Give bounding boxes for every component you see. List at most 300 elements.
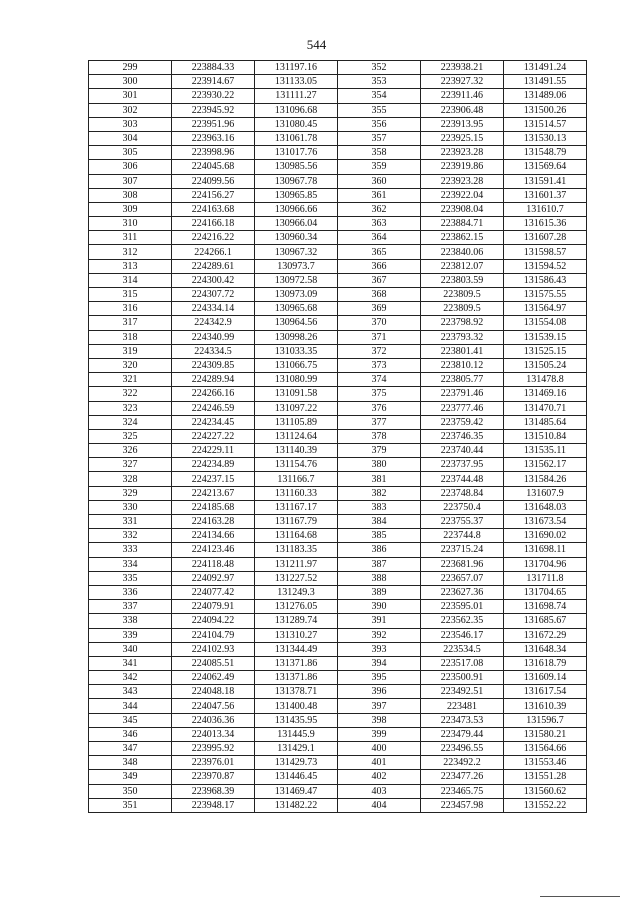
left-point-number-cell: 334 <box>89 557 172 571</box>
left-x-coordinate-cell: 224237.15 <box>172 472 255 486</box>
right-y-coordinate-cell: 131489.06 <box>504 89 587 103</box>
left-point-number-cell: 319 <box>89 344 172 358</box>
right-y-coordinate-cell: 131469.16 <box>504 387 587 401</box>
page-number: 544 <box>306 37 327 52</box>
left-x-coordinate-cell: 224234.45 <box>172 415 255 429</box>
right-x-coordinate-cell: 223923.28 <box>421 146 504 160</box>
right-y-coordinate-cell: 131698.11 <box>504 543 587 557</box>
right-point-number-cell: 394 <box>338 656 421 670</box>
left-x-coordinate-cell: 223948.17 <box>172 798 255 812</box>
right-y-coordinate-cell: 131617.54 <box>504 685 587 699</box>
left-x-coordinate-cell: 224092.97 <box>172 571 255 585</box>
right-y-coordinate-cell: 131711.8 <box>504 571 587 585</box>
left-point-number-cell: 315 <box>89 288 172 302</box>
left-point-number-cell: 318 <box>89 330 172 344</box>
left-point-number-cell: 308 <box>89 188 172 202</box>
left-x-coordinate-cell: 224099.56 <box>172 174 255 188</box>
right-x-coordinate-cell: 223911.46 <box>421 89 504 103</box>
right-y-coordinate-cell: 131586.43 <box>504 273 587 287</box>
left-point-number-cell: 320 <box>89 358 172 372</box>
table-row <box>89 373 587 387</box>
right-x-coordinate-cell: 223740.44 <box>421 444 504 458</box>
left-y-coordinate-cell: 131289.74 <box>255 614 338 628</box>
left-point-number-cell: 324 <box>89 415 172 429</box>
left-x-coordinate-cell: 224102.93 <box>172 642 255 656</box>
left-point-number-cell: 332 <box>89 529 172 543</box>
right-x-coordinate-cell: 223681.96 <box>421 557 504 571</box>
right-point-number-cell: 361 <box>338 188 421 202</box>
left-y-coordinate-cell: 130998.26 <box>255 330 338 344</box>
left-y-coordinate-cell: 131133.05 <box>255 75 338 89</box>
left-x-coordinate-cell: 224266.16 <box>172 387 255 401</box>
table-row <box>89 358 587 372</box>
right-y-coordinate-cell: 131553.46 <box>504 756 587 770</box>
right-y-coordinate-cell: 131552.22 <box>504 798 587 812</box>
left-y-coordinate-cell: 130960.34 <box>255 231 338 245</box>
left-x-coordinate-cell: 224062.49 <box>172 671 255 685</box>
left-point-number-cell: 329 <box>89 486 172 500</box>
left-y-coordinate-cell: 131096.68 <box>255 103 338 117</box>
left-x-coordinate-cell: 224048.18 <box>172 685 255 699</box>
table-row <box>89 458 587 472</box>
left-point-number-cell: 342 <box>89 671 172 685</box>
right-y-coordinate-cell: 131551.28 <box>504 770 587 784</box>
left-point-number-cell: 300 <box>89 75 172 89</box>
right-x-coordinate-cell: 223862.15 <box>421 231 504 245</box>
left-y-coordinate-cell: 131017.76 <box>255 146 338 160</box>
left-x-coordinate-cell: 224013.34 <box>172 727 255 741</box>
left-point-number-cell: 331 <box>89 515 172 529</box>
left-point-number-cell: 326 <box>89 444 172 458</box>
left-x-coordinate-cell: 224334.14 <box>172 302 255 316</box>
left-point-number-cell: 310 <box>89 217 172 231</box>
right-y-coordinate-cell: 131485.64 <box>504 415 587 429</box>
left-y-coordinate-cell: 131227.52 <box>255 571 338 585</box>
left-y-coordinate-cell: 131482.22 <box>255 798 338 812</box>
left-y-coordinate-cell: 130964.56 <box>255 316 338 330</box>
right-x-coordinate-cell: 223759.42 <box>421 415 504 429</box>
right-x-coordinate-cell: 223809.5 <box>421 302 504 316</box>
left-y-coordinate-cell: 131154.76 <box>255 458 338 472</box>
right-point-number-cell: 404 <box>338 798 421 812</box>
right-x-coordinate-cell: 223927.32 <box>421 75 504 89</box>
right-x-coordinate-cell: 223805.77 <box>421 373 504 387</box>
table-row <box>89 600 587 614</box>
right-y-coordinate-cell: 131564.97 <box>504 302 587 316</box>
left-y-coordinate-cell: 131197.16 <box>255 61 338 75</box>
coordinates-table-body <box>89 61 587 813</box>
right-point-number-cell: 356 <box>338 117 421 131</box>
right-point-number-cell: 353 <box>338 75 421 89</box>
table-row <box>89 529 587 543</box>
table-row <box>89 401 587 415</box>
left-x-coordinate-cell: 224077.42 <box>172 585 255 599</box>
left-y-coordinate-cell: 131033.35 <box>255 344 338 358</box>
left-y-coordinate-cell: 130973.09 <box>255 288 338 302</box>
left-y-coordinate-cell: 131211.97 <box>255 557 338 571</box>
right-x-coordinate-cell: 223473.53 <box>421 713 504 727</box>
right-y-coordinate-cell: 131596.7 <box>504 713 587 727</box>
right-point-number-cell: 380 <box>338 458 421 472</box>
left-y-coordinate-cell: 131097.22 <box>255 401 338 415</box>
right-point-number-cell: 378 <box>338 429 421 443</box>
right-point-number-cell: 383 <box>338 500 421 514</box>
left-point-number-cell: 337 <box>89 600 172 614</box>
left-x-coordinate-cell: 224104.79 <box>172 628 255 642</box>
left-y-coordinate-cell: 131080.45 <box>255 117 338 131</box>
right-point-number-cell: 359 <box>338 160 421 174</box>
table-row <box>89 515 587 529</box>
left-point-number-cell: 336 <box>89 585 172 599</box>
footer-rule <box>540 896 620 897</box>
table-row <box>89 316 587 330</box>
table-row <box>89 557 587 571</box>
left-y-coordinate-cell: 131429.1 <box>255 742 338 756</box>
left-point-number-cell: 339 <box>89 628 172 642</box>
left-point-number-cell: 349 <box>89 770 172 784</box>
table-row <box>89 784 587 798</box>
left-point-number-cell: 323 <box>89 401 172 415</box>
left-point-number-cell: 327 <box>89 458 172 472</box>
table-row <box>89 146 587 160</box>
table-row <box>89 656 587 670</box>
right-point-number-cell: 377 <box>338 415 421 429</box>
left-x-coordinate-cell: 223995.92 <box>172 742 255 756</box>
right-y-coordinate-cell: 131610.39 <box>504 699 587 713</box>
left-x-coordinate-cell: 224234.89 <box>172 458 255 472</box>
right-point-number-cell: 367 <box>338 273 421 287</box>
left-y-coordinate-cell: 130965.85 <box>255 188 338 202</box>
table-row <box>89 103 587 117</box>
table-row <box>89 188 587 202</box>
left-point-number-cell: 347 <box>89 742 172 756</box>
left-x-coordinate-cell: 224185.68 <box>172 500 255 514</box>
right-y-coordinate-cell: 131514.57 <box>504 117 587 131</box>
table-row <box>89 61 587 75</box>
right-x-coordinate-cell: 223938.21 <box>421 61 504 75</box>
left-point-number-cell: 351 <box>89 798 172 812</box>
right-y-coordinate-cell: 131478.8 <box>504 373 587 387</box>
right-x-coordinate-cell: 223798.92 <box>421 316 504 330</box>
left-point-number-cell: 338 <box>89 614 172 628</box>
right-point-number-cell: 362 <box>338 202 421 216</box>
left-y-coordinate-cell: 131183.35 <box>255 543 338 557</box>
left-point-number-cell: 303 <box>89 117 172 131</box>
left-x-coordinate-cell: 224307.72 <box>172 288 255 302</box>
left-x-coordinate-cell: 224289.61 <box>172 259 255 273</box>
left-point-number-cell: 311 <box>89 231 172 245</box>
left-point-number-cell: 325 <box>89 429 172 443</box>
right-point-number-cell: 400 <box>338 742 421 756</box>
right-point-number-cell: 371 <box>338 330 421 344</box>
right-x-coordinate-cell: 223777.46 <box>421 401 504 415</box>
right-y-coordinate-cell: 131564.66 <box>504 742 587 756</box>
left-point-number-cell: 340 <box>89 642 172 656</box>
right-point-number-cell: 370 <box>338 316 421 330</box>
right-x-coordinate-cell: 223737.95 <box>421 458 504 472</box>
right-y-coordinate-cell: 131562.17 <box>504 458 587 472</box>
left-x-coordinate-cell: 224340.99 <box>172 330 255 344</box>
right-y-coordinate-cell: 131610.7 <box>504 202 587 216</box>
right-y-coordinate-cell: 131491.24 <box>504 61 587 75</box>
left-point-number-cell: 322 <box>89 387 172 401</box>
left-x-coordinate-cell: 224045.68 <box>172 160 255 174</box>
right-x-coordinate-cell: 223517.08 <box>421 656 504 670</box>
right-x-coordinate-cell: 223791.46 <box>421 387 504 401</box>
right-y-coordinate-cell: 131575.55 <box>504 288 587 302</box>
right-y-coordinate-cell: 131618.79 <box>504 656 587 670</box>
table-row <box>89 500 587 514</box>
left-point-number-cell: 312 <box>89 245 172 259</box>
left-x-coordinate-cell: 224134.66 <box>172 529 255 543</box>
left-y-coordinate-cell: 131111.27 <box>255 89 338 103</box>
left-y-coordinate-cell: 131400.48 <box>255 699 338 713</box>
left-point-number-cell: 348 <box>89 756 172 770</box>
left-y-coordinate-cell: 131080.99 <box>255 373 338 387</box>
right-y-coordinate-cell: 131548.79 <box>504 146 587 160</box>
right-point-number-cell: 384 <box>338 515 421 529</box>
right-x-coordinate-cell: 223496.55 <box>421 742 504 756</box>
right-y-coordinate-cell: 131535.11 <box>504 444 587 458</box>
left-point-number-cell: 304 <box>89 131 172 145</box>
right-point-number-cell: 395 <box>338 671 421 685</box>
right-point-number-cell: 376 <box>338 401 421 415</box>
table-row <box>89 543 587 557</box>
left-x-coordinate-cell: 224036.36 <box>172 713 255 727</box>
table-row <box>89 273 587 287</box>
right-y-coordinate-cell: 131591.41 <box>504 174 587 188</box>
left-x-coordinate-cell: 224094.22 <box>172 614 255 628</box>
left-y-coordinate-cell: 131446.45 <box>255 770 338 784</box>
left-y-coordinate-cell: 131105.89 <box>255 415 338 429</box>
left-y-coordinate-cell: 131140.39 <box>255 444 338 458</box>
left-y-coordinate-cell: 131276.05 <box>255 600 338 614</box>
left-x-coordinate-cell: 224227.22 <box>172 429 255 443</box>
right-point-number-cell: 379 <box>338 444 421 458</box>
right-x-coordinate-cell: 223481 <box>421 699 504 713</box>
table-row <box>89 330 587 344</box>
left-x-coordinate-cell: 223968.39 <box>172 784 255 798</box>
table-row <box>89 472 587 486</box>
right-y-coordinate-cell: 131500.26 <box>504 103 587 117</box>
left-y-coordinate-cell: 131061.78 <box>255 131 338 145</box>
left-x-coordinate-cell: 224246.59 <box>172 401 255 415</box>
table-row <box>89 288 587 302</box>
left-x-coordinate-cell: 224118.48 <box>172 557 255 571</box>
right-point-number-cell: 388 <box>338 571 421 585</box>
left-y-coordinate-cell: 131066.75 <box>255 358 338 372</box>
right-y-coordinate-cell: 131569.64 <box>504 160 587 174</box>
table-row <box>89 727 587 741</box>
left-y-coordinate-cell: 131164.68 <box>255 529 338 543</box>
right-y-coordinate-cell: 131607.9 <box>504 486 587 500</box>
left-y-coordinate-cell: 131371.86 <box>255 656 338 670</box>
right-y-coordinate-cell: 131648.34 <box>504 642 587 656</box>
left-point-number-cell: 309 <box>89 202 172 216</box>
table-row <box>89 387 587 401</box>
left-point-number-cell: 346 <box>89 727 172 741</box>
right-y-coordinate-cell: 131601.37 <box>504 188 587 202</box>
left-x-coordinate-cell: 224266.1 <box>172 245 255 259</box>
left-y-coordinate-cell: 131249.3 <box>255 585 338 599</box>
table-row <box>89 699 587 713</box>
left-y-coordinate-cell: 131166.7 <box>255 472 338 486</box>
table-row <box>89 614 587 628</box>
right-point-number-cell: 375 <box>338 387 421 401</box>
right-point-number-cell: 399 <box>338 727 421 741</box>
left-y-coordinate-cell: 130965.68 <box>255 302 338 316</box>
left-point-number-cell: 328 <box>89 472 172 486</box>
right-x-coordinate-cell: 223477.26 <box>421 770 504 784</box>
left-point-number-cell: 316 <box>89 302 172 316</box>
left-point-number-cell: 341 <box>89 656 172 670</box>
right-y-coordinate-cell: 131530.13 <box>504 131 587 145</box>
right-point-number-cell: 401 <box>338 756 421 770</box>
left-y-coordinate-cell: 131344.49 <box>255 642 338 656</box>
right-x-coordinate-cell: 223715.24 <box>421 543 504 557</box>
right-y-coordinate-cell: 131584.26 <box>504 472 587 486</box>
left-point-number-cell: 313 <box>89 259 172 273</box>
right-x-coordinate-cell: 223492.51 <box>421 685 504 699</box>
left-point-number-cell: 307 <box>89 174 172 188</box>
table-row <box>89 585 587 599</box>
left-y-coordinate-cell: 131124.64 <box>255 429 338 443</box>
right-point-number-cell: 397 <box>338 699 421 713</box>
left-x-coordinate-cell: 223945.92 <box>172 103 255 117</box>
right-point-number-cell: 386 <box>338 543 421 557</box>
right-point-number-cell: 391 <box>338 614 421 628</box>
left-x-coordinate-cell: 224123.46 <box>172 543 255 557</box>
right-point-number-cell: 393 <box>338 642 421 656</box>
left-y-coordinate-cell: 131167.17 <box>255 500 338 514</box>
left-y-coordinate-cell: 130967.32 <box>255 245 338 259</box>
right-y-coordinate-cell: 131673.54 <box>504 515 587 529</box>
left-point-number-cell: 335 <box>89 571 172 585</box>
right-y-coordinate-cell: 131607.28 <box>504 231 587 245</box>
right-point-number-cell: 355 <box>338 103 421 117</box>
left-x-coordinate-cell: 224229.11 <box>172 444 255 458</box>
right-y-coordinate-cell: 131685.67 <box>504 614 587 628</box>
table-row <box>89 742 587 756</box>
right-y-coordinate-cell: 131698.74 <box>504 600 587 614</box>
right-point-number-cell: 354 <box>338 89 421 103</box>
left-y-coordinate-cell: 131469.47 <box>255 784 338 798</box>
right-point-number-cell: 365 <box>338 245 421 259</box>
right-y-coordinate-cell: 131594.52 <box>504 259 587 273</box>
left-x-coordinate-cell: 223951.96 <box>172 117 255 131</box>
right-x-coordinate-cell: 223479.44 <box>421 727 504 741</box>
right-y-coordinate-cell: 131672.29 <box>504 628 587 642</box>
right-x-coordinate-cell: 223919.86 <box>421 160 504 174</box>
left-x-coordinate-cell: 224079.91 <box>172 600 255 614</box>
right-point-number-cell: 402 <box>338 770 421 784</box>
left-x-coordinate-cell: 224047.56 <box>172 699 255 713</box>
right-x-coordinate-cell: 223595.01 <box>421 600 504 614</box>
left-x-coordinate-cell: 223914.67 <box>172 75 255 89</box>
table-row <box>89 131 587 145</box>
table-row <box>89 486 587 500</box>
table-row <box>89 628 587 642</box>
right-y-coordinate-cell: 131690.02 <box>504 529 587 543</box>
right-y-coordinate-cell: 131470.71 <box>504 401 587 415</box>
left-y-coordinate-cell: 131167.79 <box>255 515 338 529</box>
right-y-coordinate-cell: 131491.55 <box>504 75 587 89</box>
right-point-number-cell: 364 <box>338 231 421 245</box>
right-x-coordinate-cell: 223922.04 <box>421 188 504 202</box>
right-x-coordinate-cell: 223908.04 <box>421 202 504 216</box>
left-x-coordinate-cell: 223963.16 <box>172 131 255 145</box>
left-y-coordinate-cell: 131378.71 <box>255 685 338 699</box>
right-x-coordinate-cell: 223627.36 <box>421 585 504 599</box>
table-row <box>89 344 587 358</box>
right-x-coordinate-cell: 223810.12 <box>421 358 504 372</box>
table-row <box>89 160 587 174</box>
table-row <box>89 415 587 429</box>
left-y-coordinate-cell: 130972.58 <box>255 273 338 287</box>
table-row <box>89 174 587 188</box>
left-x-coordinate-cell: 223976.01 <box>172 756 255 770</box>
right-point-number-cell: 403 <box>338 784 421 798</box>
left-y-coordinate-cell: 130985.56 <box>255 160 338 174</box>
table-row <box>89 756 587 770</box>
left-y-coordinate-cell: 131371.86 <box>255 671 338 685</box>
right-x-coordinate-cell: 223500.91 <box>421 671 504 685</box>
right-x-coordinate-cell: 223744.48 <box>421 472 504 486</box>
right-point-number-cell: 389 <box>338 585 421 599</box>
right-point-number-cell: 357 <box>338 131 421 145</box>
left-x-coordinate-cell: 223998.96 <box>172 146 255 160</box>
table-row <box>89 231 587 245</box>
table-row <box>89 202 587 216</box>
left-y-coordinate-cell: 130973.7 <box>255 259 338 273</box>
right-x-coordinate-cell: 223755.37 <box>421 515 504 529</box>
left-y-coordinate-cell: 131310.27 <box>255 628 338 642</box>
left-point-number-cell: 330 <box>89 500 172 514</box>
left-point-number-cell: 343 <box>89 685 172 699</box>
right-point-number-cell: 392 <box>338 628 421 642</box>
left-point-number-cell: 345 <box>89 713 172 727</box>
right-point-number-cell: 368 <box>338 288 421 302</box>
right-x-coordinate-cell: 223546.17 <box>421 628 504 642</box>
right-x-coordinate-cell: 223923.28 <box>421 174 504 188</box>
left-point-number-cell: 350 <box>89 784 172 798</box>
table-row <box>89 217 587 231</box>
table-row <box>89 571 587 585</box>
right-point-number-cell: 369 <box>338 302 421 316</box>
left-point-number-cell: 305 <box>89 146 172 160</box>
right-y-coordinate-cell: 131539.15 <box>504 330 587 344</box>
left-y-coordinate-cell: 131435.95 <box>255 713 338 727</box>
left-y-coordinate-cell: 131091.58 <box>255 387 338 401</box>
left-point-number-cell: 302 <box>89 103 172 117</box>
right-y-coordinate-cell: 131704.96 <box>504 557 587 571</box>
left-point-number-cell: 301 <box>89 89 172 103</box>
left-x-coordinate-cell: 224213.67 <box>172 486 255 500</box>
left-point-number-cell: 306 <box>89 160 172 174</box>
right-x-coordinate-cell: 223492.2 <box>421 756 504 770</box>
right-y-coordinate-cell: 131648.03 <box>504 500 587 514</box>
table-row <box>89 117 587 131</box>
right-y-coordinate-cell: 131598.57 <box>504 245 587 259</box>
left-point-number-cell: 333 <box>89 543 172 557</box>
right-x-coordinate-cell: 223534.5 <box>421 642 504 656</box>
right-x-coordinate-cell: 223746.35 <box>421 429 504 443</box>
right-point-number-cell: 352 <box>338 61 421 75</box>
right-y-coordinate-cell: 131609.14 <box>504 671 587 685</box>
right-point-number-cell: 372 <box>338 344 421 358</box>
right-x-coordinate-cell: 223465.75 <box>421 784 504 798</box>
left-x-coordinate-cell: 224163.68 <box>172 202 255 216</box>
